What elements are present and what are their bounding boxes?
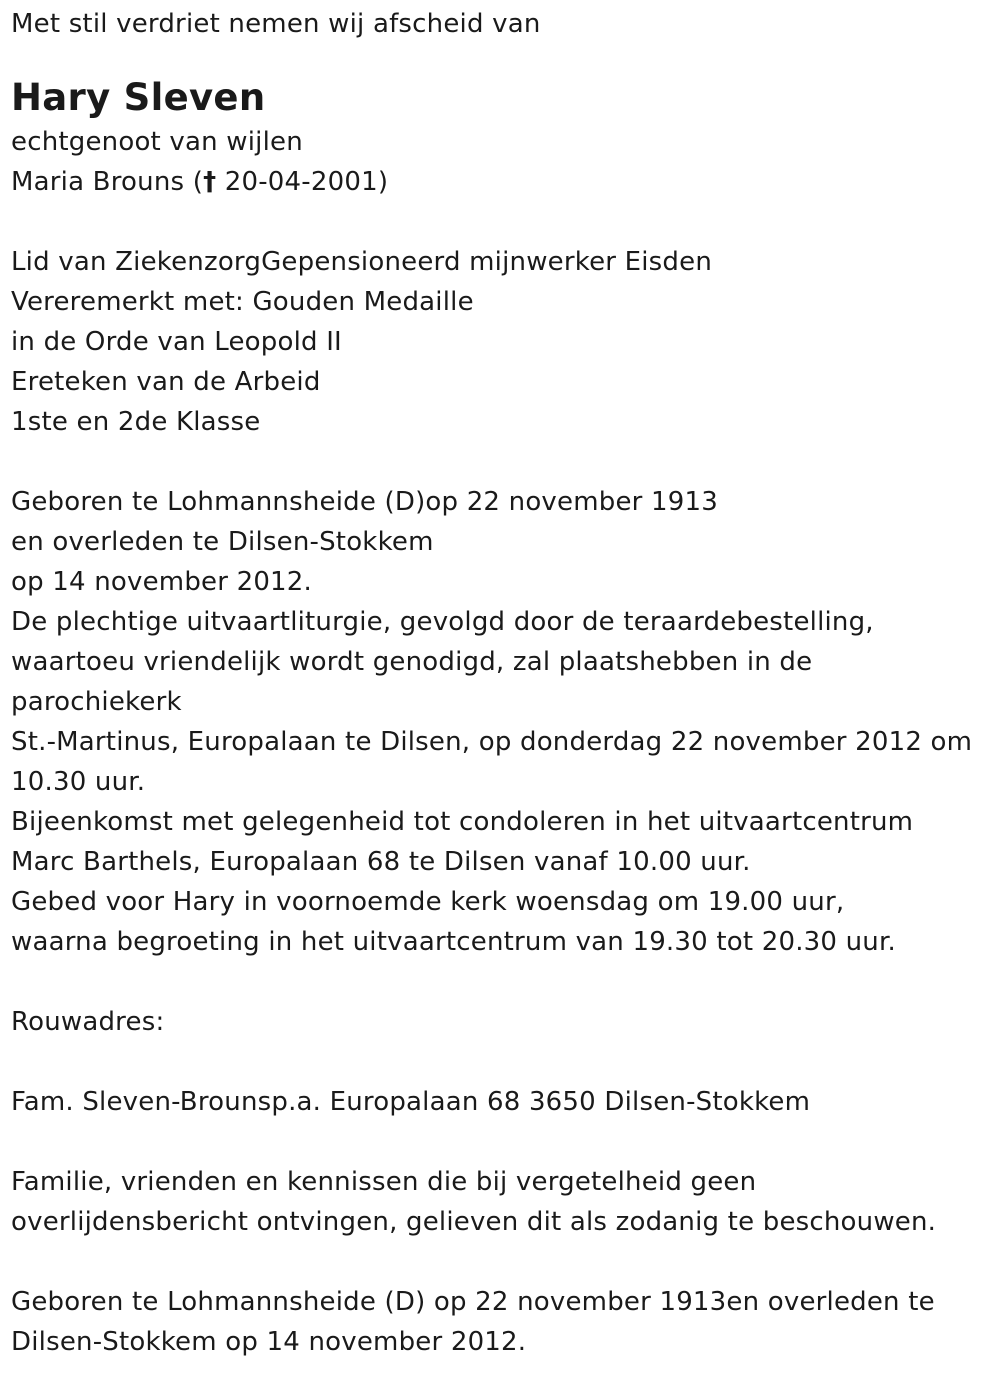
honor-line: 1ste en 2de Klasse (11, 407, 261, 437)
honors-section (11, 242, 986, 442)
cross-icon: † (203, 167, 217, 197)
obituary-document (11, 4, 986, 1362)
spacer (11, 962, 986, 1002)
funeral-line: 10.30 uur. (11, 767, 146, 797)
notice-line: Familie, vrienden en kennissen die bij vergetelheid geen (11, 1167, 757, 1197)
spacer (11, 1122, 986, 1162)
footer-line: Geboren te Lohmannsheide (D) op 22 november 1913en overleden te (11, 1287, 935, 1317)
spacer (11, 442, 986, 482)
footer-section (11, 1282, 986, 1362)
footer-line: Dilsen-Stokkem op 14 november 2012. (11, 1327, 527, 1357)
spacer (11, 1242, 986, 1282)
spouse-death-date: 20-04-2001) (216, 167, 389, 197)
funeral-line: St.-Martinus, Europalaan te Dilsen, op donderdag 22 november 2012 om (11, 727, 973, 757)
funeral-line: parochiekerk (11, 687, 182, 717)
funeral-line: en overleden te Dilsen-Stokkem (11, 527, 434, 557)
notice-line: overlijdensbericht ontvingen, gelieven dit als zodanig te beschouwen. (11, 1207, 937, 1237)
funeral-line: De plechtige uitvaartliturgie, gevolgd door de teraardebestelling, (11, 607, 874, 637)
funeral-line: op 14 november 2012. (11, 567, 313, 597)
notice-section (11, 1162, 986, 1242)
funeral-line: Bijeenkomst met gelegenheid tot condoleren in het uitvaartcentrum (11, 807, 914, 837)
address-label: Rouwadres: (11, 1007, 165, 1037)
honor-line: in de Orde van Leopold II (11, 327, 342, 357)
funeral-line: Marc Barthels, Europalaan 68 te Dilsen vanaf 10.00 uur. (11, 847, 751, 877)
spouse-line: echtgenoot van wijlen (11, 127, 303, 157)
funeral-line: waarna begroeting in het uitvaartcentrum van 19.30 tot 20.30 uur. (11, 927, 896, 957)
mourning-address: Fam. Sleven-Brounsp.a. Europalaan 68 3650 Dilsen-Stokkem (11, 1087, 811, 1117)
funeral-details-section (11, 482, 986, 962)
funeral-line: Geboren te Lohmannsheide (D)op 22 november 1913 (11, 487, 718, 517)
spouse-name-line (11, 162, 986, 202)
spouse-name: Maria Brouns ( (11, 167, 204, 197)
honor-line: Lid van ZiekenzorgGepensioneerd mijnwerker Eisden (11, 247, 712, 277)
deceased-name: Hary Sleven (11, 76, 266, 119)
intro-text: Met stil verdriet nemen wij afscheid van (11, 9, 541, 39)
funeral-line: waartoeu vriendelijk wordt genodigd, zal plaatshebben in de (11, 647, 813, 677)
honor-line: Vereremerkt met: Gouden Medaille (11, 287, 474, 317)
spacer (11, 202, 986, 242)
funeral-line: Gebed voor Hary in voornoemde kerk woensdag om 19.00 uur, (11, 887, 845, 917)
honor-line: Ereteken van de Arbeid (11, 367, 321, 397)
spacer (11, 1042, 986, 1082)
